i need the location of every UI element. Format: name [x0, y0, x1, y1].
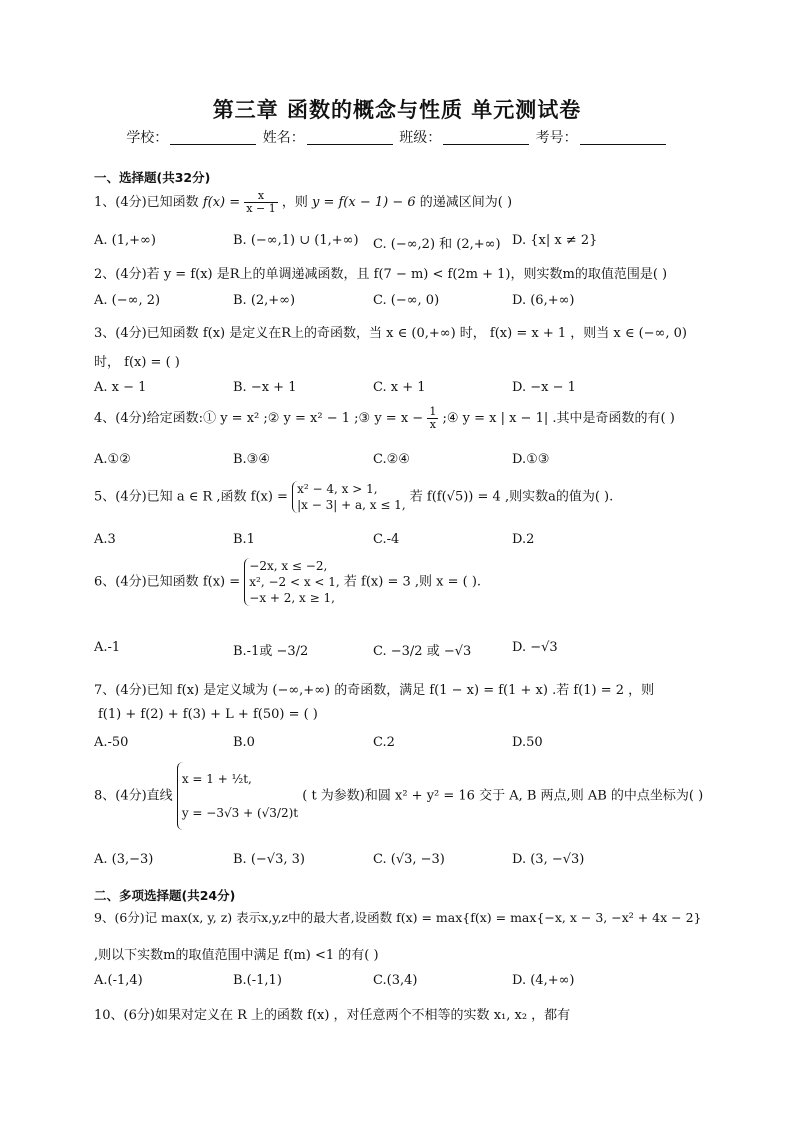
- option-c[interactable]: C.2: [373, 735, 395, 750]
- question-3-options: [94, 380, 654, 400]
- option-d[interactable]: D. {x| x ≠ 2}: [512, 233, 598, 248]
- option-c[interactable]: C. x + 1: [373, 380, 426, 395]
- question-7-line-2: f(1) + f(2) + f(3) + L + f(50) = ( ): [98, 707, 318, 722]
- question-1-options: [94, 233, 654, 253]
- option-b[interactable]: B. (−∞,1) ∪ (1,+∞): [233, 233, 359, 248]
- option-c[interactable]: C. (−∞, 0): [373, 293, 440, 308]
- question-6: 6、(4分)已知函数 f(x) = −2x, x ≤ −2, x², −2 < x < 1, −x + 2, x ≥ 1, 若 f(x) = 3 ,则 x = ( ).: [94, 559, 482, 605]
- option-a[interactable]: A. (−∞, 2): [94, 293, 161, 308]
- option-b[interactable]: B.-1或 −3/2: [233, 644, 309, 659]
- exam-no-label: 考号：: [535, 130, 578, 146]
- question-7-options: [94, 735, 654, 755]
- option-d[interactable]: D. (6,+∞): [512, 293, 575, 308]
- question-9-line-1: 9、(6分)记 max(x, y, z) 表示x,y,z中的最大者,设函数 f(x) = max{f(x) = max{−x, x − 3, −x² + 4x − 2}: [94, 910, 702, 925]
- option-a[interactable]: A. (3,−3): [94, 852, 154, 867]
- option-a[interactable]: A. (1,+∞): [94, 233, 156, 248]
- option-c[interactable]: C.-4: [373, 532, 400, 547]
- option-c[interactable]: C. −3/2 或 −√3: [373, 644, 472, 659]
- question-1: 1、(4分)已知函数 f(x) = $\frac{x}{x - 1}$ ，则 y = f(x − 1) − 6 的递减区间为( ): [94, 189, 513, 215]
- question-5-options: [94, 532, 654, 552]
- option-b[interactable]: B.(-1,1): [233, 973, 282, 988]
- option-a[interactable]: A.-50: [94, 735, 129, 750]
- parametric-brace: x = 1 + ½t, y = −3√3 + (√3/2)t: [177, 762, 298, 830]
- section-heading-single-choice: 一、选择题(共32分): [94, 170, 211, 185]
- option-d[interactable]: D.2: [512, 532, 535, 547]
- school-label: 学校：: [126, 130, 169, 146]
- option-c[interactable]: C. (√3, −3): [373, 852, 445, 867]
- question-4: 4、(4分)给定函数:① y = x² ;② y = x² − 1 ;③ y = x − $\frac{1}{x}$ ;④ y = x | x − 1| .其中是奇函数的有( ): [94, 405, 675, 431]
- question-3-line-2: 时， f(x) = ( ): [94, 355, 180, 370]
- option-a[interactable]: A.3: [94, 532, 116, 547]
- option-c[interactable]: C.②④: [373, 452, 410, 467]
- option-d[interactable]: D. −x − 1: [512, 380, 576, 395]
- option-c[interactable]: C. (−∞,2) 和 (2,+∞): [373, 237, 501, 252]
- question-3-line-1: 3、(4分)已知函数 f(x) 是定义在R上的奇函数，当 x ∈ (0,+∞) 时， f(x) = x + 1 ，则当 x ∈ (−∞, 0): [94, 326, 687, 341]
- school-blank[interactable]: [170, 130, 256, 145]
- name-label: 姓名：: [262, 130, 305, 146]
- piecewise-brace: −2x, x ≤ −2, x², −2 < x < 1, −x + 2, x ≥ 1,: [244, 558, 339, 606]
- question-10-line-1: 10、(6分)如果对定义在 R 上的函数 f(x) ，对任意两个不相等的实数 x₁, x₂ ，都有: [94, 1008, 571, 1023]
- option-d[interactable]: D.50: [512, 735, 543, 750]
- option-b[interactable]: B. −x + 1: [233, 380, 297, 395]
- option-d[interactable]: D. (4,+∞): [512, 973, 575, 988]
- option-b[interactable]: B.1: [233, 532, 255, 547]
- question-8: 8、(4分)直线 x = 1 + ½t, y = −3√3 + (√3/2)t ( t 为参数)和圆 x² + y² = 16 交于 A, B 两点,则 AB 的中点坐标为( ): [94, 762, 703, 830]
- option-d[interactable]: D.①③: [512, 452, 550, 467]
- option-a[interactable]: A.(-1,4): [94, 973, 143, 988]
- option-a[interactable]: A.①②: [94, 452, 131, 467]
- question-5: 5、(4分)已知 a ∈ R ,函数 f(x) = x² − 4, x > 1, |x − 3| + a, x ≤ 1, 若 f(f(√5)) = 4 ,则实数a的值为( ).: [94, 482, 614, 512]
- option-a[interactable]: A. x − 1: [94, 380, 147, 395]
- option-b[interactable]: B.0: [233, 735, 255, 750]
- option-c[interactable]: C.(3,4): [373, 973, 418, 988]
- exam-title: 第三章 函数的概念与性质 单元测试卷: [212, 98, 582, 122]
- question-7-line-1: 7、(4分)已知 f(x) 是定义域为 (−∞,+∞) 的奇函数，满足 f(1 − x) = f(1 + x) .若 f(1) = 2 ，则: [94, 683, 655, 698]
- class-label: 班级：: [399, 130, 442, 146]
- option-b[interactable]: B.③④: [233, 452, 270, 467]
- option-b[interactable]: B. (−√3, 3): [233, 852, 305, 867]
- option-d[interactable]: D. −√3: [512, 640, 558, 655]
- question-2: 2、(4分)若 y = f(x) 是R上的单调递减函数，且 f(7 − m) < f(2m + 1)，则实数m的取值范围是( ): [94, 267, 668, 282]
- question-6-options: [94, 640, 654, 660]
- option-b[interactable]: B. (2,+∞): [233, 293, 296, 308]
- class-blank[interactable]: [443, 130, 529, 145]
- option-a[interactable]: A.-1: [94, 640, 121, 655]
- fraction: $\frac{x}{x - 1}$: [246, 189, 276, 215]
- option-d[interactable]: D. (3, −√3): [512, 852, 585, 867]
- exam-no-blank[interactable]: [580, 130, 666, 145]
- fraction: $\frac{1}{x}$: [429, 405, 437, 431]
- question-9-line-2: ,则以下实数m的取值范围中满足 f(m) <1 的有( ): [94, 948, 379, 963]
- section-heading-multiple-choice: 二、多项选择题(共24分): [94, 888, 236, 903]
- question-4-options: [94, 452, 654, 472]
- student-info-line: [0, 127, 794, 147]
- question-8-options: [94, 852, 654, 872]
- piecewise-brace: x² − 4, x > 1, |x − 3| + a, x ≤ 1,: [292, 481, 406, 513]
- question-9-options: [94, 973, 654, 993]
- question-2-options: [94, 293, 654, 313]
- name-blank[interactable]: [307, 130, 393, 145]
